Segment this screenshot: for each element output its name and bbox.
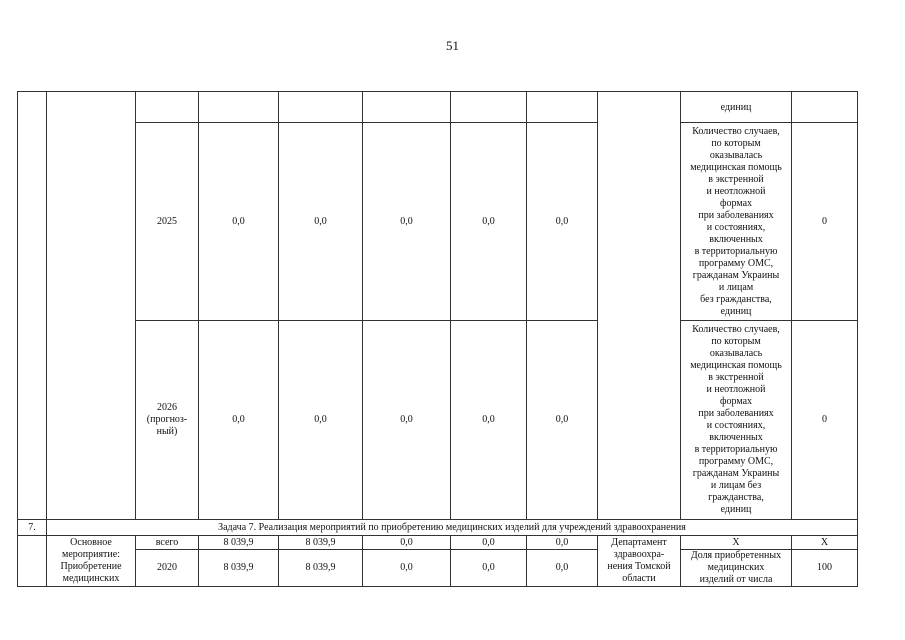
value-cell: 0,0	[527, 321, 598, 520]
value-cell: 8 039,9	[279, 536, 363, 550]
table-row	[18, 123, 858, 321]
target-cell: 100	[792, 550, 858, 587]
value-cell: 0,0	[451, 550, 527, 587]
table-row	[18, 536, 858, 550]
indicator-cell: единиц	[681, 92, 792, 123]
value-cell: 0,0	[451, 123, 527, 321]
value-cell: 0,0	[279, 321, 363, 520]
department-cell: Департамент здравоохра- нения Томской области	[598, 536, 681, 587]
task-row	[18, 520, 858, 536]
program-table	[17, 91, 858, 587]
year-cell: всего	[136, 536, 199, 550]
indicator-cell: Количество случаев, по которым оказывалась медицинская помощь в экстренной и неотложной формах при заболеваниях и состояниях, включенных в территориальную программу ОМС, гражданам Украины и лицам без гражданства, единиц	[681, 321, 792, 520]
number-cell	[18, 92, 47, 520]
indicator-cell: Доля приобретенных медицинских изделий от числа	[681, 550, 792, 587]
page-number: 51	[446, 38, 459, 53]
year-cell: 2020	[136, 550, 199, 587]
indicator-cell: Количество случаев, по которым оказывалась медицинская помощь в экстренной и неотложной формах при заболеваниях и состояниях, включенных в территориальную программу ОМС, гражданам Украины и лицам без гражданства, единиц	[681, 123, 792, 321]
task-title: Задача 7. Реализация мероприятий по приобретению медицинских изделий для учреждений здравоохранения	[47, 520, 858, 536]
name-cell	[47, 92, 136, 520]
table-row	[18, 321, 858, 520]
indicator-cell: Х	[681, 536, 792, 550]
task-number: 7.	[18, 520, 47, 536]
value-cell: 0,0	[363, 321, 451, 520]
activity-name: Основное мероприятие: Приобретение медицинских	[47, 536, 136, 587]
value-cell: 0,0	[451, 536, 527, 550]
value-cell: 0,0	[199, 123, 279, 321]
target-cell: Х	[792, 536, 858, 550]
year-cell: 2026 (прогноз- ный)	[136, 321, 199, 520]
table-row	[18, 92, 858, 123]
value-cell: 0,0	[527, 123, 598, 321]
value-cell: 0,0	[363, 550, 451, 587]
value-cell: 8 039,9	[199, 536, 279, 550]
value-cell: 8 039,9	[279, 550, 363, 587]
value-cell: 8 039,9	[199, 550, 279, 587]
value-cell: 0,0	[279, 123, 363, 321]
dept-cell	[598, 92, 681, 520]
value-cell: 0,0	[451, 321, 527, 520]
target-cell: 0	[792, 321, 858, 520]
value-cell: 0,0	[527, 550, 598, 587]
year-cell: 2025	[136, 123, 199, 321]
value-cell: 0,0	[199, 321, 279, 520]
table-row	[18, 550, 858, 587]
target-cell: 0	[792, 123, 858, 321]
value-cell: 0,0	[363, 123, 451, 321]
value-cell: 0,0	[527, 536, 598, 550]
value-cell: 0,0	[363, 536, 451, 550]
